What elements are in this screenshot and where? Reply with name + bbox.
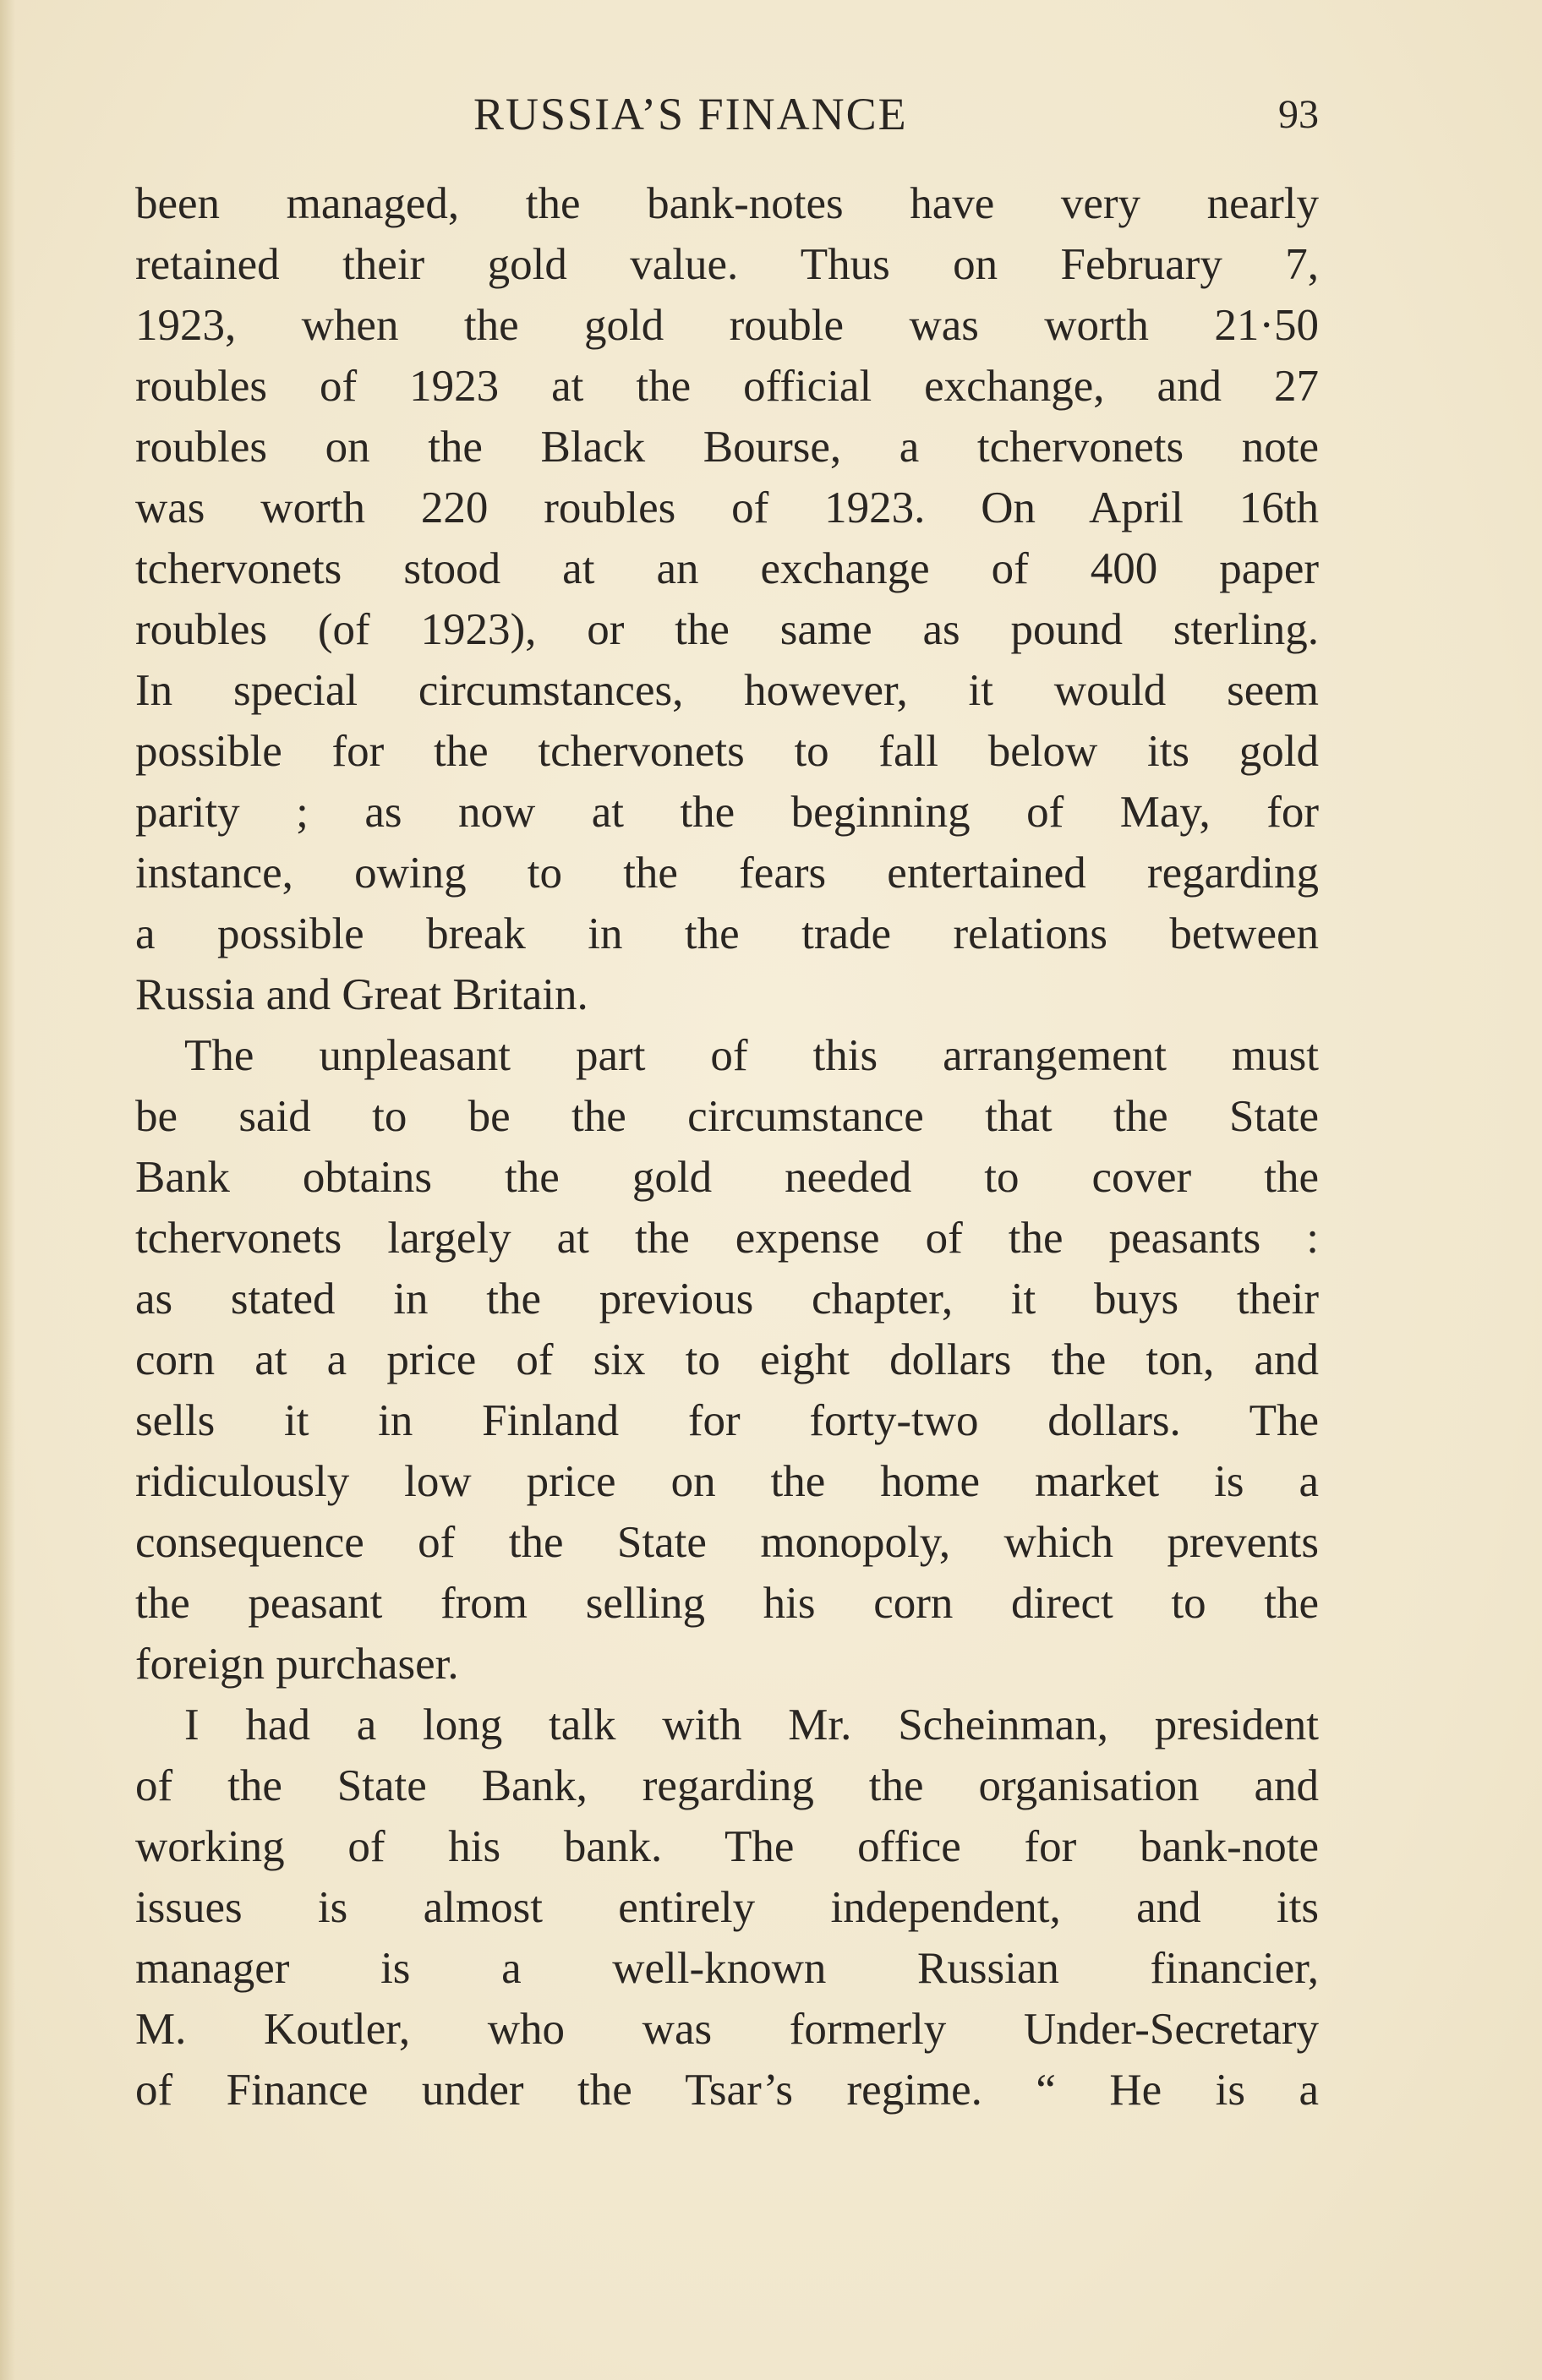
paragraph: [135, 1025, 1319, 1695]
running-head: RUSSIA’S FINANCE: [473, 89, 908, 139]
paragraph: [135, 1695, 1319, 2121]
text-line: The unpleasant part of this arrangement must: [184, 1031, 1319, 1080]
text-line: retained their gold value. Thus on February 7,: [135, 240, 1319, 289]
text-line: consequence of the State monopoly, which prevents: [135, 1518, 1319, 1567]
text-line: roubles (of 1923), or the same as pound sterling.: [135, 605, 1319, 654]
text-line: a possible break in the trade relations between: [135, 909, 1319, 958]
text-line: be said to be the circumstance that the State: [135, 1092, 1319, 1141]
text-line: parity ; as now at the beginning of May, for: [135, 788, 1319, 837]
text-line: been managed, the bank-notes have very nearly: [135, 179, 1319, 228]
body-text: [135, 173, 1319, 2121]
text-line: Bank obtains the gold needed to cover the: [135, 1153, 1319, 1202]
text-line: roubles of 1923 at the official exchange, and 27: [135, 362, 1319, 411]
text-line: In special circumstances, however, it would seem: [135, 666, 1319, 715]
text-line: was worth 220 roubles of 1923. On April 16th: [135, 483, 1319, 532]
text-line: the peasant from selling his corn direct to the: [135, 1579, 1319, 1628]
paragraph: [135, 173, 1319, 1025]
text-line: corn at a price of six to eight dollars the ton, and: [135, 1335, 1319, 1384]
text-line: 1923, when the gold rouble was worth 21·50: [135, 301, 1319, 350]
text-line: foreign purchaser.: [135, 1640, 459, 1689]
text-line: tchervonets largely at the expense of the peasants :: [135, 1214, 1319, 1263]
page-header: [135, 88, 1319, 156]
text-line: issues is almost entirely independent, and its: [135, 1883, 1319, 1932]
text-line: Russia and Great Britain.: [135, 970, 588, 1019]
text-line: I had a long talk with Mr. Scheinman, president: [184, 1700, 1319, 1750]
text-line: manager is a well-known Russian financier,: [135, 1944, 1319, 1993]
text-line: possible for the tchervonets to fall below its gold: [135, 727, 1319, 776]
page-gutter-shadow: [0, 0, 15, 2380]
text-line: instance, owing to the fears entertained regarding: [135, 849, 1319, 898]
text-line: M. Koutler, who was formerly Under-Secretary: [135, 2005, 1319, 2054]
text-line: of Finance under the Tsar’s regime. “ He is a: [135, 2066, 1319, 2115]
text-line: ridiculously low price on the home market is a: [135, 1457, 1319, 1506]
text-line: of the State Bank, regarding the organisation and: [135, 1761, 1319, 1810]
text-line: as stated in the previous chapter, it buys their: [135, 1275, 1319, 1324]
text-line: tchervonets stood at an exchange of 400 paper: [135, 544, 1319, 593]
text-line: working of his bank. The office for bank-note: [135, 1822, 1319, 1871]
page-number: 93: [1278, 92, 1319, 137]
text-line: roubles on the Black Bourse, a tchervonets note: [135, 423, 1319, 472]
text-line: sells it in Finland for forty-two dollars. The: [135, 1396, 1319, 1445]
